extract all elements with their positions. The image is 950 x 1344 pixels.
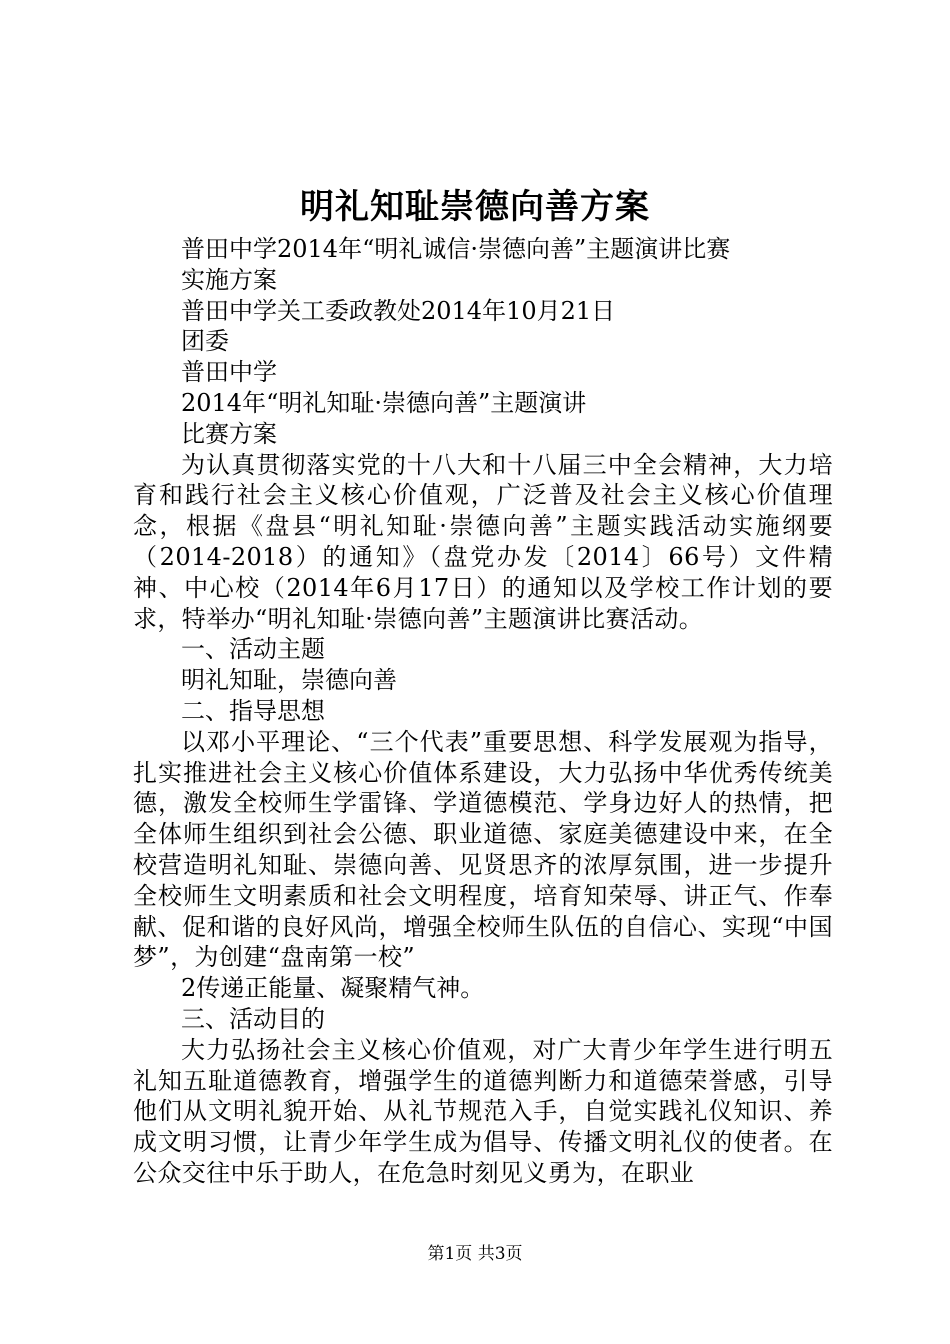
section-text-theme: 明礼知耻，崇德向善	[181, 666, 397, 695]
section-heading-guiding-thought: 二、指导思想	[181, 696, 325, 725]
header-line-issuer-date: 普田中学关工委政教处2014年10月21日	[181, 296, 616, 325]
header-line-league: 团委	[181, 327, 229, 356]
header-line-plan: 实施方案	[181, 265, 277, 294]
header-line-school-event: 普田中学2014年“明礼诚信·崇德向善”主题演讲比赛	[181, 235, 731, 263]
guiding-thought-continuation: 2传递正能量、凝聚精气神。	[181, 974, 485, 1003]
header-line-school: 普田中学	[181, 358, 277, 387]
header-line-contest-plan: 比赛方案	[181, 419, 277, 448]
document-body	[133, 234, 833, 1189]
purpose-paragraph: 大力弘扬社会主义核心价值观，对广大青少年学生进行明五礼知五耻道德教育，增强学生的道德判断力和道德荣誉感，引导他们从文明礼貌开始、从礼节规范入手，自觉实践礼仪知识、养成文明习惯，让青少年学生成为倡导、传播文明礼仪的使者。在公众交往中乐于助人，在危急时刻见义勇为，在职业	[133, 1035, 833, 1187]
section-heading-purpose: 三、活动目的	[181, 1004, 325, 1033]
page-number-footer: 第1页 共3页	[427, 1244, 523, 1264]
section-heading-theme: 一、活动主题	[181, 635, 325, 664]
header-line-theme: 2014年“明礼知耻·崇德向善”主题演讲	[181, 388, 587, 417]
guiding-thought-paragraph: 以邓小平理论、“三个代表”重要思想、科学发展观为指导，扎实推进社会主义核心价值体系建设，大力弘扬中华优秀传统美德，激发全校师生学雷锋、学道德模范、学身边好人的热情，把全体师生组织到社会公德、职业道德、家庭美德建设中来，在全校营造明礼知耻、崇德向善、见贤思齐的浓厚氛围，进一步提升全校师生文明素质和社会文明程度，培育知荣辱、讲正气、作奉献、促和谐的良好风尚，增强全校师生队伍的自信心、实现“中国梦”，为创建“盘南第一校”	[133, 727, 833, 972]
document-title: 明礼知耻崇德向善方案	[300, 187, 650, 227]
intro-paragraph: 为认真贯彻落实党的十八大和十八届三中全会精神，大力培育和践行社会主义核心价值观，广泛普及社会主义核心价值理念，根据《盘县“明礼知耻·崇德向善”主题实践活动实施纲要（2014-2018）的通知》（盘党办发〔2014〕66号）文件精神、中心校（2014年6月17日）的通知以及学校工作计划的要求，特举办“明礼知耻·崇德向善”主题演讲比赛活动。	[133, 450, 833, 633]
